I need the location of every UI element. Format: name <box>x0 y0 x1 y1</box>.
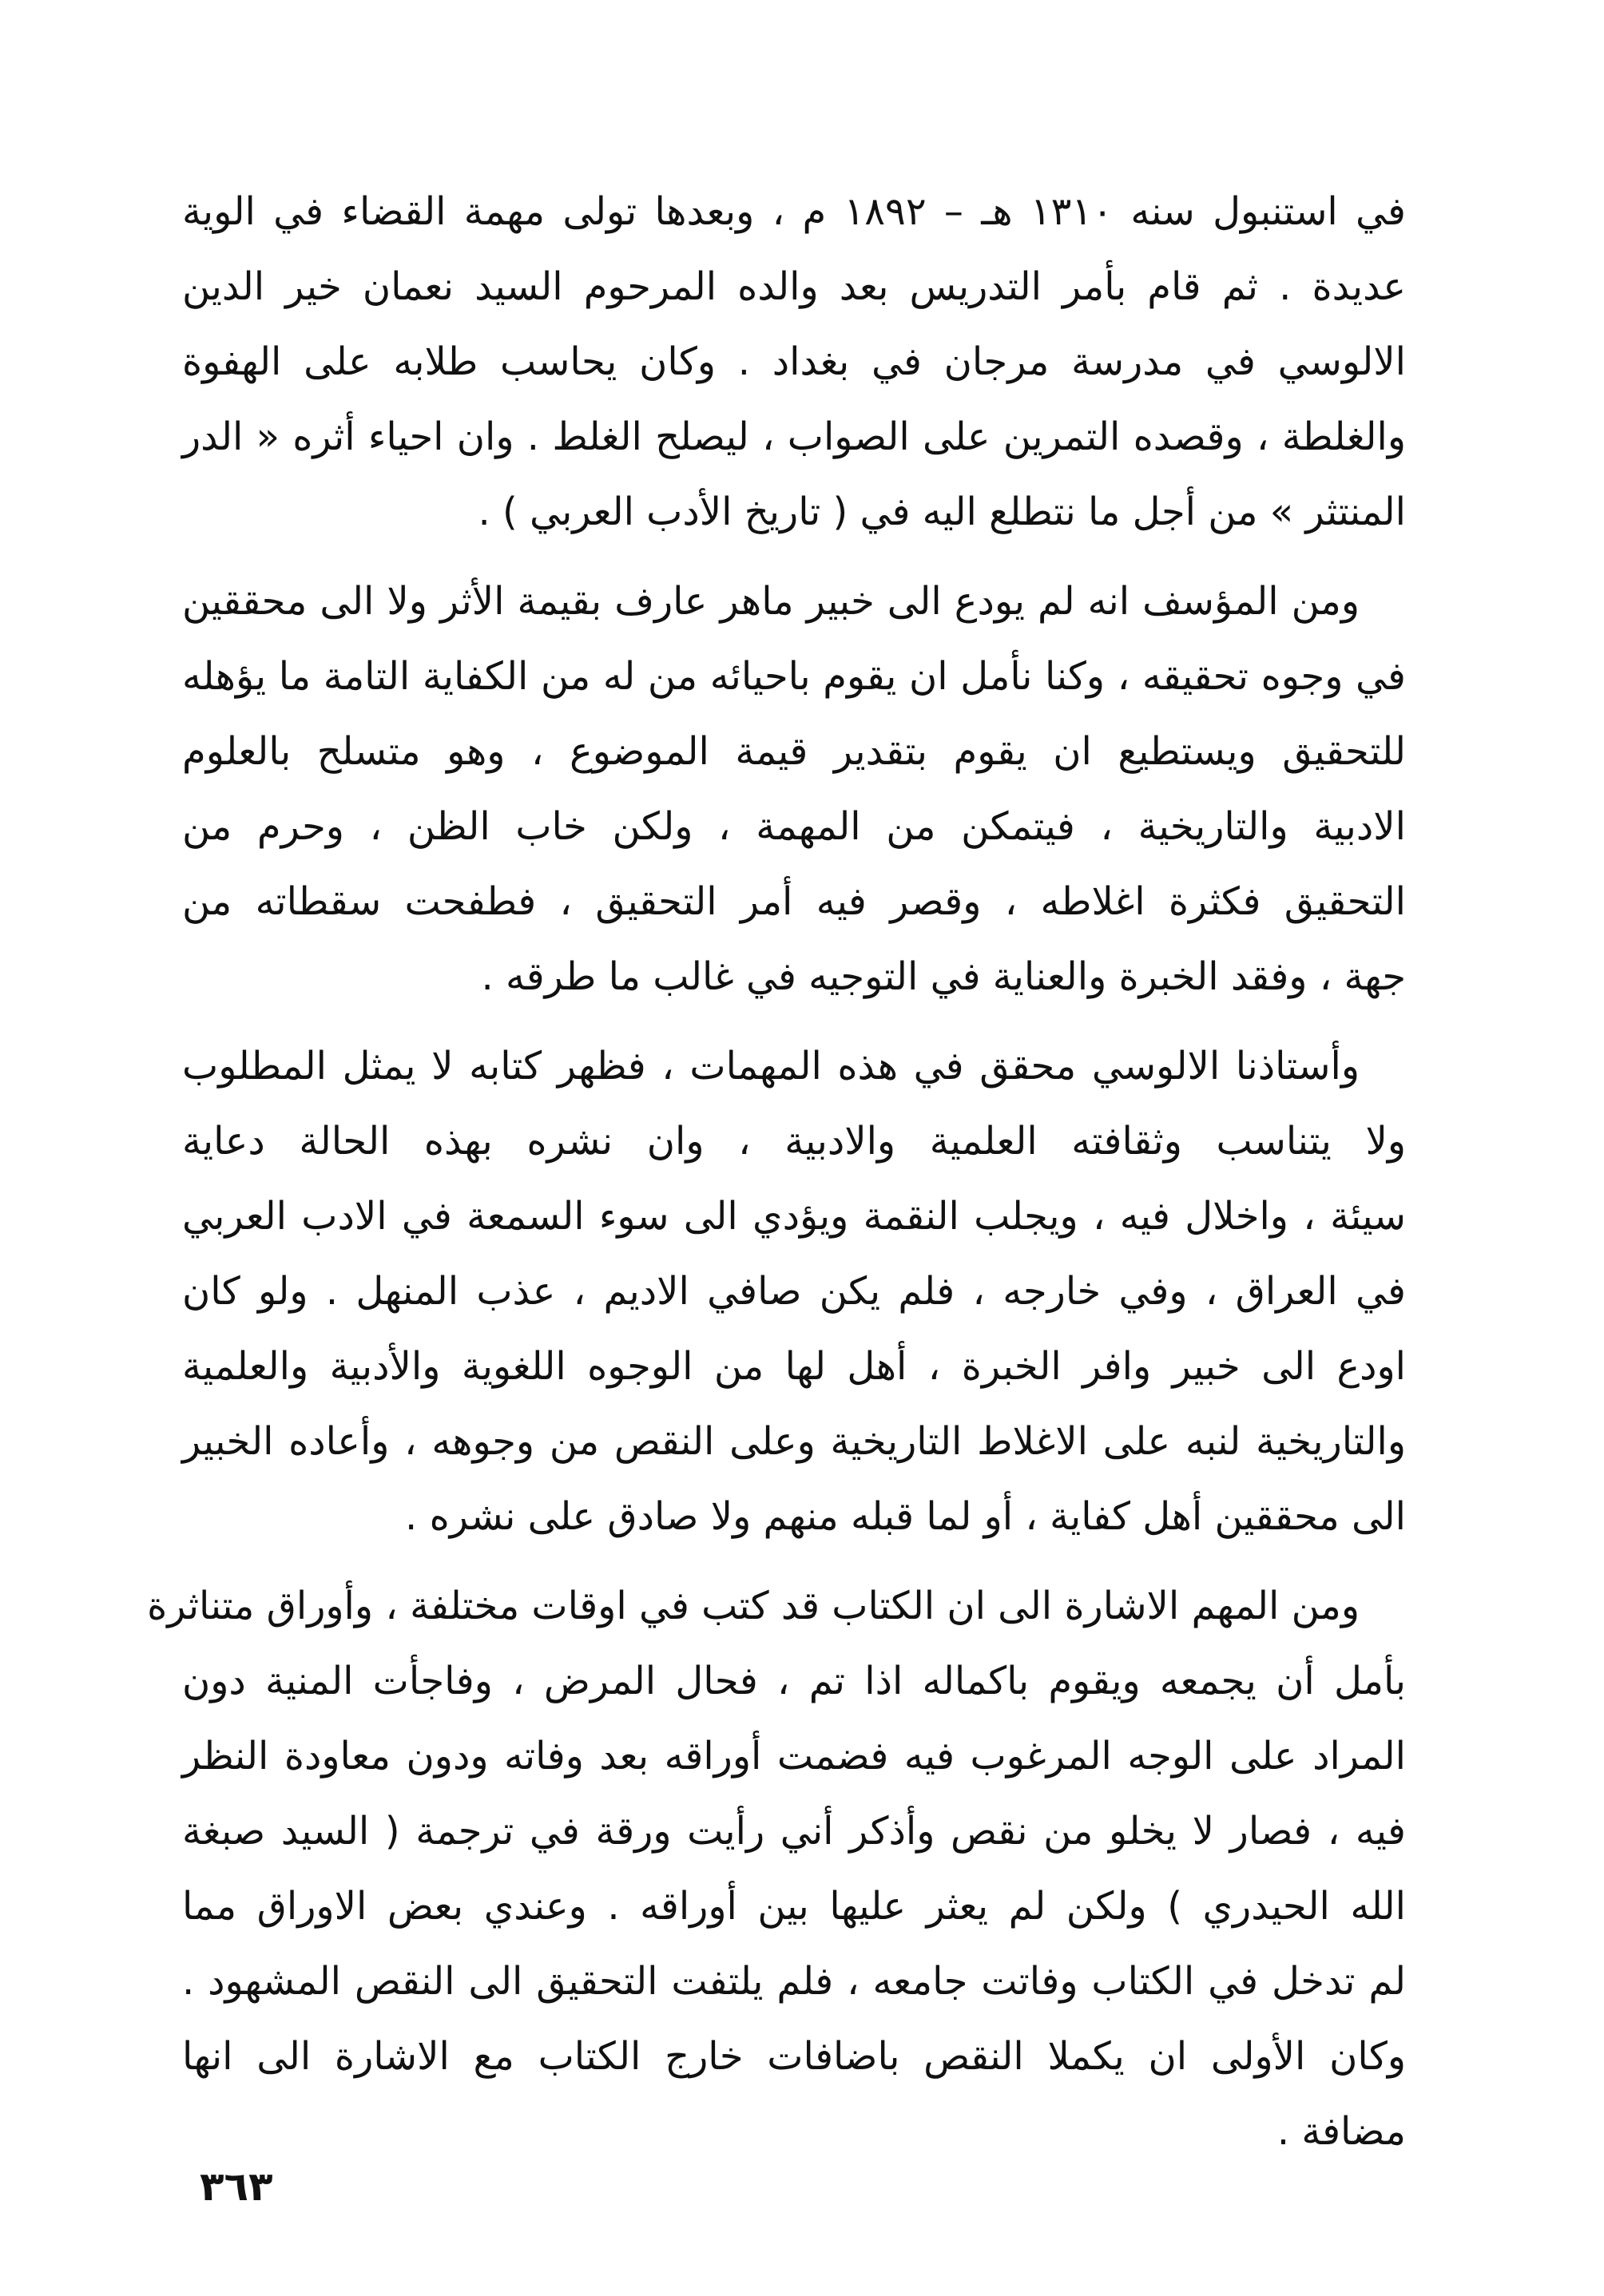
text-line: في العراق ، وفي خارجه ، فلم يكن صافي الاديم ، عذب المنهل . ولو كان <box>182 1269 1406 1314</box>
text-line: ومن المؤسف انه لم يودع الى خبير ماهر عارف بقيمة الأثر ولا الى محققين <box>182 579 1360 624</box>
text-line: الى محققين أهل كفاية ، أو لما قبله منهم ولا صادق على نشره . <box>405 1494 1406 1539</box>
text-line: مضافة . <box>1276 2109 1406 2154</box>
text-line: ومن المهم الاشارة الى ان الكتاب قد كتب في اوقات مختلفة ، وأوراق متناثرة <box>147 1584 1360 1628</box>
text-line: التحقيق فكثرة اغلاطه ، وقصر فيه أمر التحقيق ، فطفحت سقطاته من <box>182 879 1406 924</box>
text-line: الله الحيدري ) ولكن لم يعثر عليها بين أوراقه . وعندي بعض الاوراق مما <box>182 1884 1406 1929</box>
text-line: المراد على الوجه المرغوب فيه فضمت أوراقه بعد وفاته ودون معاودة النظر <box>182 1734 1406 1779</box>
text-line: والتاريخية لنبه على الاغلاط التاريخية وعلى النقص من وجوهه ، وأعاده الخبير <box>182 1419 1406 1464</box>
text-line: اودع الى خبير وافر الخبرة ، أهل لها من الوجوه اللغوية والأدبية والعلمية <box>182 1344 1406 1389</box>
text-line: سيئة ، واخلال فيه ، ويجلب النقمة ويؤدي الى سوء السمعة في الادب العربي <box>182 1194 1406 1239</box>
paragraph-2 <box>182 564 1406 1014</box>
text-line: الالوسي في مدرسة مرجان في بغداد . وكان يحاسب طلابه على الهفوة <box>182 339 1406 384</box>
text-line: عديدة . ثم قام بأمر التدريس بعد والده المرحوم السيد نعمان خير الدين <box>182 264 1406 309</box>
text-line: جهة ، وفقد الخبرة والعناية في التوجيه في غالب ما طرقه . <box>481 954 1406 999</box>
body-text <box>147 174 1407 2169</box>
text-line: لم تدخل في الكتاب وفاتت جامعه ، فلم يلتفت التحقيق الى النقص المشهود . <box>182 1959 1406 2004</box>
text-line: المنتثر » من أجل ما نتطلع اليه في ( تاريخ الأدب العربي ) . <box>478 490 1406 534</box>
text-line: للتحقيق ويستطيع ان يقوم بتقدير قيمة الموضوع ، وهو متسلح بالعلوم <box>182 729 1406 774</box>
text-line: في وجوه تحقيقه ، وكنا نأمل ان يقوم باحيائه من له من الكفاية التامة ما يؤهله <box>182 654 1406 699</box>
text-line: وأستاذنا الالوسي محقق في هذه المهمات ، فظهر كتابه لا يمثل المطلوب <box>182 1044 1360 1089</box>
text-line: بأمل أن يجمعه ويقوم باكماله اذا تم ، فحال المرض ، وفاجأت المنية دون <box>182 1659 1406 1703</box>
text-line: الادبية والتاريخية ، فيتمكن من المهمة ، ولكن خاب الظن ، وحرم من <box>182 804 1406 849</box>
paragraph-4 <box>147 1568 1406 2169</box>
text-line: ولا يتناسب وثقافته العلمية والادبية ، وان نشره بهذه الحالة دعاية <box>182 1119 1406 1164</box>
paragraph-3 <box>182 1029 1406 1554</box>
text-line: وكان الأولى ان يكملا النقص باضافات خارج الكتاب مع الاشارة الى انها <box>182 2034 1406 2079</box>
text-line: والغلطة ، وقصده التمرين على الصواب ، ليصلح الغلط . وان احياء أثره « الدر <box>182 414 1406 459</box>
paragraph-1 <box>182 174 1406 549</box>
text-line: في استنبول سنه ١٣١٠ هـ – ١٨٩٢ م ، وبعدها تولى مهمة القضاء في الوية <box>182 189 1407 234</box>
page-number: ٣٦٣ <box>200 2163 273 2210</box>
text-line: فيه ، فصار لا يخلو من نقص وأذكر أني رأيت ورقة في ترجمة ( السيد صبغة <box>182 1809 1406 1854</box>
